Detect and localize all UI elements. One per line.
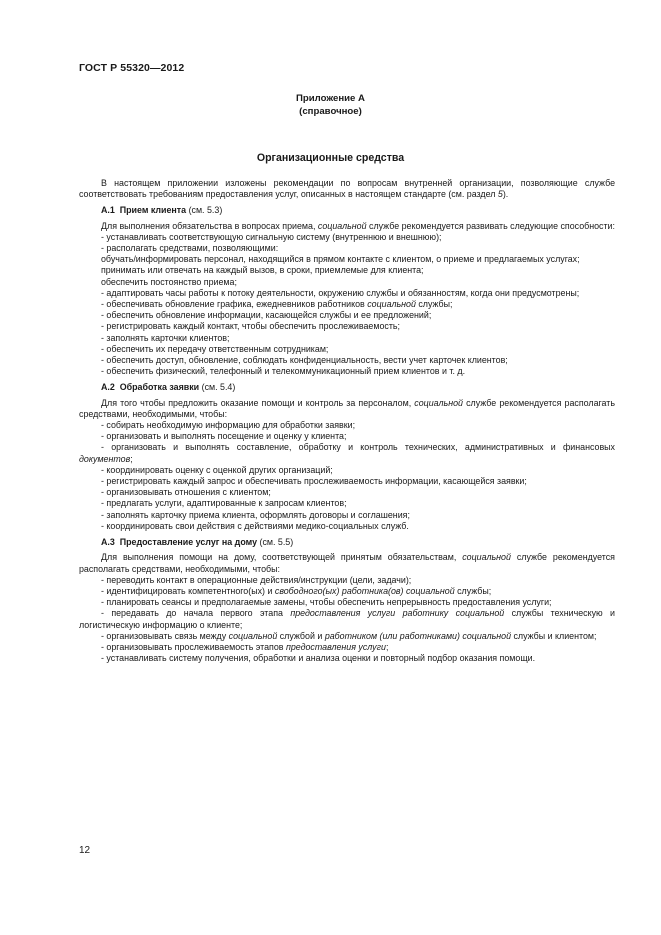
list-item: - устанавливать систему получения, обработки и анализа оценки и повторный подбор оказания помощи. xyxy=(101,653,536,664)
list-item: - координировать свои действия с действиями медико-социальных служб. xyxy=(101,520,409,531)
subsection-a1-heading: А.1 Прием клиента (см. 5.3) xyxy=(101,205,223,216)
list-item: - обеспечить обновление информации, касающейся службы и ее предложений; xyxy=(101,310,432,321)
document-header: ГОСТ Р 55320—2012 xyxy=(79,62,185,74)
list-item: обеспечить постоянство приема; xyxy=(101,276,237,287)
list-item: - регистрировать каждый запрос и обеспечивать прослеживаемость информации, касающейся заявки; xyxy=(101,476,527,487)
appendix-subtitle: (справочное) xyxy=(299,106,362,117)
list-item: - собирать необходимую информацию для обработки заявки; xyxy=(101,420,356,431)
a3-lead-paragraph: Для выполнения помощи на дому, соответствующей принятым обязательствам, социальной службе рекомендуется располагать средствами, необходимыми, чтобы: xyxy=(79,552,615,574)
a1-lead-paragraph: Для выполнения обязательства в вопросах приема, социальной службе рекомендуется развивать следующие способности: xyxy=(101,220,615,231)
list-item: - переводить контакт в операционные действия/инструкции (цели, задачи); xyxy=(101,574,412,585)
appendix-title: Приложение А xyxy=(296,93,365,104)
list-item: - идентифицировать компетентного(ых) и свободного(ых) работника(ов) социальной службы; xyxy=(101,585,492,596)
list-item: - организовывать отношения с клиентом; xyxy=(101,487,271,498)
section-title: Организационные средства xyxy=(256,152,405,164)
list-item: - располагать средствами, позволяющими: xyxy=(101,243,279,254)
list-item: - организовывать связь между социальной службой и работником (или работниками) социальной службы и клиентом; xyxy=(101,630,597,641)
list-item: - организовать и выполнять составление, обработку и контроль технических, административных и финансовых документов; xyxy=(79,442,615,464)
list-item: - заполнять карточки клиентов; xyxy=(101,332,230,343)
list-item: - регистрировать каждый контакт, чтобы обеспечить прослеживаемость; xyxy=(101,321,400,332)
list-item: обучать/информировать персонал, находящийся в прямом контакте с клиентом, о приеме и предлагаемых услугах; xyxy=(101,254,580,265)
list-item: - организовывать прослеживаемость этапов предоставления услуги; xyxy=(101,641,389,652)
list-item: - обеспечить физический, телефонный и телекоммуникационный прием клиентов и т. д. xyxy=(101,366,466,377)
document-body xyxy=(79,178,615,664)
list-item: - устанавливать соответствующую сигнальную систему (внутреннюю и внешнюю); xyxy=(101,231,442,242)
list-item: - предлагать услуги, адаптированные к запросам клиентов; xyxy=(101,498,347,509)
list-item: - координировать оценку с оценкой других организаций; xyxy=(101,464,333,475)
a2-lead-paragraph: Для того чтобы предложить оказание помощи и контроль за персоналом, социальной службе рекомендуется располагать средствами, необходимыми, чтобы: xyxy=(79,397,615,419)
list-item: - планировать сеансы и предполагаемые замены, чтобы обеспечить непрерывность предоставления услуги; xyxy=(101,597,552,608)
list-item: принимать или отвечать на каждый вызов, в сроки, приемлемые для клиента; xyxy=(101,265,424,276)
list-item: - обеспечить доступ, обновление, соблюдать конфиденциальность, вести учет карточек клиентов; xyxy=(101,355,508,366)
list-item: - заполнять карточку приема клиента, оформлять договоры и соглашения; xyxy=(101,509,410,520)
list-item: - обеспечивать обновление графика, ежедневников работников социальной службы; xyxy=(101,299,453,310)
subsection-a3-heading: А.3 Предоставление услуг на дому (см. 5.5) xyxy=(101,537,294,548)
intro-paragraph: В настоящем приложении изложены рекомендации по вопросам внутренней организации, позволяющие службе соответствовать требованиям предоставления услуг, описанных в настоящем стандарте (см. раздел 5). xyxy=(79,178,615,200)
list-item: - передавать до начала первого этапа предоставления услуги работнику социальной службы техническую и логистическую информацию о клиенте; xyxy=(79,608,615,630)
list-item: - адаптировать часы работы к потоку деятельности, окружению службы и обязанностям, когда они предусмотрены; xyxy=(101,287,580,298)
subsection-a2-heading: А.2 Обработка заявки (см. 5.4) xyxy=(101,382,236,393)
list-item: - организовать и выполнять посещение и оценку у клиента; xyxy=(101,431,347,442)
list-item: - обеспечить их передачу ответственным сотрудникам; xyxy=(101,343,329,354)
page-number: 12 xyxy=(79,845,91,856)
